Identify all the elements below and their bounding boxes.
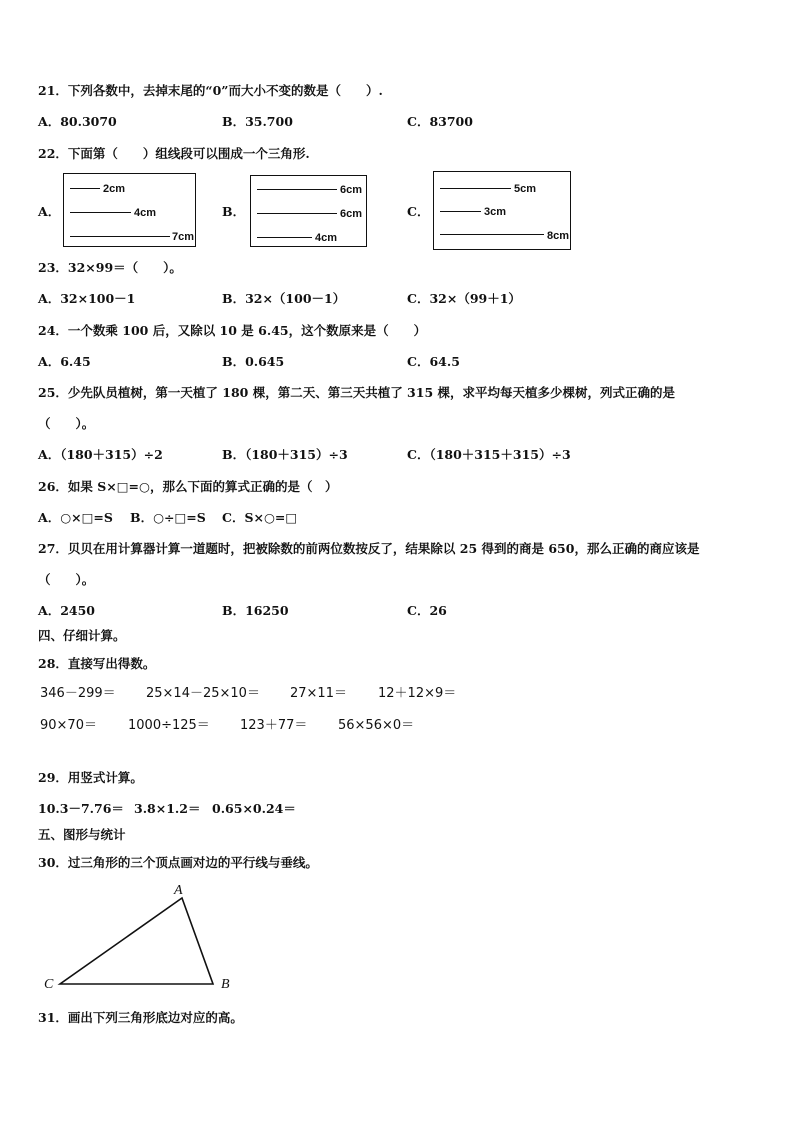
oral-calc-item: 56×56×0＝ <box>338 718 415 733</box>
vertex-label-c: C <box>44 977 54 992</box>
segment-length-label: 6cm <box>340 208 363 220</box>
segment-length-label: 4cm <box>134 207 157 219</box>
segment-line <box>257 237 312 238</box>
vertex-label-b: B <box>221 977 230 992</box>
segment-length-label: 6cm <box>340 184 363 196</box>
question-23-option-a: A．32×100－1 <box>38 291 136 306</box>
question-25-stem: 25．少先队员植树，第一天植了 180 棵，第二天、第三天共植了 315 棵，求平均每天植多少棵树，列式正确的是 <box>38 385 675 400</box>
question-21-option-a: A．80.3070 <box>38 114 117 129</box>
question-23-stem: 23．32×99＝（ ）。 <box>38 260 182 275</box>
question-26-option-a: A．○×□=S <box>38 510 113 525</box>
segment-line <box>257 213 337 214</box>
vertical-calc-item: 3.8×1.2＝ <box>134 801 201 816</box>
vertical-calc-item: 0.65×0.24＝ <box>212 801 296 816</box>
question-25-answer-blank: （ ）。 <box>38 416 95 431</box>
triangle-abc <box>60 898 213 984</box>
segment-line <box>70 212 131 213</box>
question-24-option-a: A．6.45 <box>38 354 91 369</box>
oral-calc-item: 1000÷125＝ <box>128 718 210 733</box>
oral-calc-item: 123＋77＝ <box>240 718 308 733</box>
question-22-option-c: C． <box>407 204 430 219</box>
question-25-option-a: A．（180＋315）÷2 <box>38 447 163 462</box>
question-23-option-c: C．32×（99＋1） <box>407 291 521 306</box>
segment-length-label: 7cm <box>172 231 195 243</box>
question-27-answer-blank: （ ）。 <box>38 572 95 587</box>
oral-calc-item: 12＋12×9＝ <box>378 686 457 701</box>
question-28-stem: 28．直接写出得数。 <box>38 656 156 671</box>
segment-line <box>440 211 481 212</box>
segment-line <box>257 189 337 190</box>
segment-length-label: 5cm <box>514 183 537 195</box>
section-5-heading: 五、图形与统计 <box>38 827 126 842</box>
question-31-stem: 31．画出下列三角形底边对应的高。 <box>38 1010 243 1025</box>
question-21-stem: 21．下列各数中，去掉末尾的“0”而大小不变的数是（ ）. <box>38 83 383 98</box>
question-27-option-b: B．16250 <box>222 603 289 618</box>
oral-calc-item: 25×14－25×10＝ <box>146 686 260 701</box>
segment-group-a <box>63 173 196 247</box>
question-22-stem: 22．下面第（ ）组线段可以围成一个三角形. <box>38 146 310 161</box>
oral-calc-item: 90×70＝ <box>40 718 97 733</box>
vertex-label-a: A <box>174 883 183 898</box>
question-29-stem: 29．用竖式计算。 <box>38 770 143 785</box>
question-24-stem: 24．一个数乘 100 后，又除以 10 是 6.45，这个数原来是（ ） <box>38 323 427 338</box>
question-26-option-c: C．S×○=□ <box>222 510 298 525</box>
question-30-stem: 30．过三角形的三个顶点画对边的平行线与垂线。 <box>38 855 318 870</box>
oral-calc-item: 346－299＝ <box>40 686 116 701</box>
segment-group-c <box>433 171 571 250</box>
vertical-calc-item: 10.3－7.76＝ <box>38 801 124 816</box>
segment-group-b <box>250 175 367 247</box>
question-27-stem: 27．贝贝在用计算器计算一道题时，把被除数的前两位数按反了，结果除以 25 得到的商是 650，那么正确的商应该是 <box>38 541 700 556</box>
question-24-option-c: C．64.5 <box>407 354 460 369</box>
question-24-option-b: B．0.645 <box>222 354 285 369</box>
section-4-heading: 四、仔细计算。 <box>38 628 126 643</box>
segment-length-label: 8cm <box>547 230 570 242</box>
segment-line <box>440 188 511 189</box>
segment-length-label: 2cm <box>103 183 126 195</box>
question-25-option-c: C．（180＋315＋315）÷3 <box>407 447 571 462</box>
question-21-option-b: B．35.700 <box>222 114 293 129</box>
question-22-option-a: A． <box>38 204 61 219</box>
segment-line <box>440 234 544 235</box>
question-27-option-a: A．2450 <box>38 603 95 618</box>
oral-calc-item: 27×11＝ <box>290 686 347 701</box>
segment-length-label: 3cm <box>484 206 507 218</box>
segment-line <box>70 188 100 189</box>
question-25-option-b: B．（180＋315）÷3 <box>222 447 348 462</box>
question-21-option-c: C．83700 <box>407 114 473 129</box>
segment-length-label: 4cm <box>315 232 338 244</box>
question-26-option-b: B．○÷□=S <box>130 510 206 525</box>
triangle-figure <box>40 880 240 995</box>
question-22-option-b: B． <box>222 204 246 219</box>
question-27-option-c: C．26 <box>407 603 447 618</box>
segment-line <box>70 236 170 237</box>
question-23-option-b: B．32×（100－1） <box>222 291 346 306</box>
question-26-stem: 26．如果 S×□=○，那么下面的算式正确的是（ ） <box>38 479 338 494</box>
